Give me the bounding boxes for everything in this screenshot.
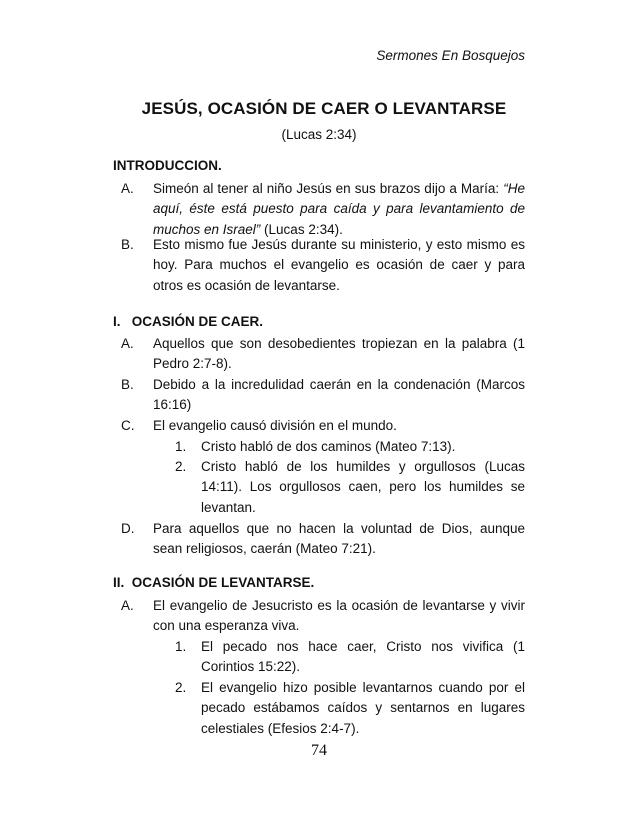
item-label: A. [121, 598, 134, 613]
section-1-heading: I. OCASIÓN DE CAER. [113, 314, 264, 329]
item-text: El evangelio de Jesucristo es la ocasión de levantarse y vivir con una esperanza viva. [153, 598, 525, 634]
item-text-pre: Simeón al tener al niño Jesús en sus brazos dijo a María: [153, 181, 504, 196]
item-text: El evangelio causó división en el mundo. [153, 418, 397, 433]
section-1-subitem-2 [113, 457, 525, 518]
item-text: Aquellos que son desobedientes tropiezan en la palabra (1 Pedro 2:7-8). [153, 336, 525, 372]
running-header: Sermones En Bosquejos [376, 48, 525, 63]
item-text: Debido a la incredulidad caerán en la condenación (Marcos 16:16) [153, 377, 525, 413]
section-1-item-c [121, 416, 525, 436]
subitem-text: Cristo habló de los humildes y orgullosos (Lucas 14:11). Los orgullosos caen, pero los humildes se levantan. [201, 459, 525, 515]
section-1-item-a [121, 334, 525, 375]
subitem-text: El pecado nos hace caer, Cristo nos vivifica (1 Corintios 15:22). [201, 639, 525, 675]
item-label: C. [121, 418, 135, 433]
intro-heading: INTRODUCCION. [113, 158, 222, 173]
item-text-post: (Lucas 2:34). [260, 221, 343, 237]
subitem-label: 2. [175, 459, 187, 474]
section-2-heading: II. OCASIÓN DE LEVANTARSE. [113, 575, 315, 590]
section-2-subitem-1 [113, 637, 525, 678]
item-text [153, 179, 525, 240]
item-label: B. [121, 377, 134, 392]
item-label: D. [121, 521, 135, 536]
section-1-item-b [121, 375, 525, 416]
page-number: 74 [311, 742, 327, 759]
intro-item-b [121, 235, 525, 296]
subitem-label: 2. [175, 680, 187, 695]
section-2-subitem-2 [113, 678, 525, 739]
subitem-text: El evangelio hizo posible levantarnos cuando por el pecado estábamos caídos y sentarnos en lugares celestiales (Efesios 2:4-7). [201, 680, 525, 736]
item-text: Esto mismo fue Jesús durante su ministerio, y esto mismo es hoy. Para muchos el evangelio es ocasión de caer y para otros es ocasión de levantarse. [153, 237, 525, 293]
item-label: A. [121, 336, 134, 351]
item-label: B. [121, 237, 134, 252]
section-2-item-a [121, 596, 525, 637]
section-1-item-d [121, 519, 525, 560]
subitem-label: 1. [175, 639, 187, 654]
intro-item-a [121, 179, 525, 240]
subitem-label: 1. [175, 439, 187, 454]
sermon-title [0, 99, 638, 119]
sermon-title-text: JESÚS, OCASIÓN DE CAER O LEVANTARSE [141, 99, 507, 118]
item-quote: “He aquí, éste está puesto para caída y para levantamiento de muchos en Israel” [153, 181, 525, 237]
item-label: A. [121, 181, 134, 196]
section-1-subitem-1 [113, 437, 525, 457]
subitem-text: Cristo habló de dos caminos (Mateo 7:13). [201, 439, 456, 454]
scripture-reference: (Lucas 2:34) [281, 127, 357, 142]
item-text: Para aquellos que no hacen la voluntad de Dios, aunque sean religiosos, caerán (Mateo 7:21). [153, 521, 525, 557]
